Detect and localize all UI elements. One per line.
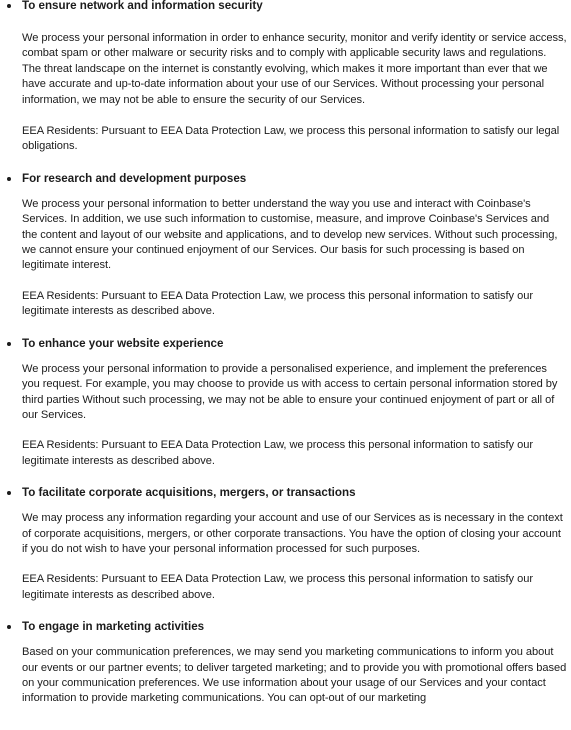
section-heading [0, 617, 571, 636]
policy-section [0, 0, 571, 155]
section-paragraph: Based on your communication preferences, we may send you marketing communications to inform you about our events or our partner events; to deliver targeted marketing; and to provide you with promotional offers based on your communication preferences. We use information about your usage of our Services and your contact information to provide marketing communications. You can opt-out of our marketing [22, 646, 567, 705]
section-paragraph: We may process any information regarding your account and use of our Services as is necessary in the context of corporate acquisitions, mergers, or other corporate transactions. You have the option of closing your account if you do not wish to have your personal information processed for such purposes. [22, 512, 563, 555]
bullet-icon [7, 491, 11, 495]
section-paragraph: EEA Residents: Pursuant to EEA Data Protection Law, we process this personal information to satisfy our legal obligations. [22, 125, 560, 153]
section-heading [0, 169, 571, 188]
section-heading-text: For research and development purposes [22, 171, 247, 185]
section-heading-text: To ensure network and information security [22, 0, 263, 12]
section-heading [0, 0, 571, 15]
section-heading-text: To facilitate corporate acquisitions, mergers, or transactions [22, 486, 356, 500]
section-heading-text: To enhance your website experience [22, 336, 224, 350]
section-paragraph: EEA Residents: Pursuant to EEA Data Protection Law, we process this personal information to satisfy our legitimate interests as described above. [22, 573, 533, 601]
section-heading [0, 334, 571, 353]
section-paragraph: EEA Residents: Pursuant to EEA Data Protection Law, we process this personal information to satisfy our legitimate interests as described above. [22, 439, 533, 467]
policy-section [0, 483, 571, 603]
policy-section [0, 617, 571, 707]
section-paragraph: EEA Residents: Pursuant to EEA Data Protection Law, we process this personal information to satisfy our legitimate interests as described above. [22, 289, 533, 318]
policy-section [0, 169, 571, 320]
bullet-icon [7, 625, 11, 629]
bullet-icon [7, 4, 11, 8]
section-paragraph: We process your personal information to provide a personalised experience, and implement the preferences you request. For example, you may choose to provide us with access to certain personal information stored by third parties Without such processing, we may not be able to ensure your continued enjoyment of part or all of our Services. [22, 362, 558, 421]
section-paragraph: We process your personal information to better understand the way you use and interact with Coinbase's Services. In addition, we use such information to customise, measure, and improve Coinbase's Services and the content and layout of our website and applications, and to develop new services. Without such processing, we cannot ensure your continued enjoyment of our Services. Our basis for such processing is based on legitimate interest. [22, 197, 558, 272]
section-heading [0, 483, 571, 502]
bullet-icon [7, 342, 11, 346]
section-paragraph: We process your personal information in order to enhance security, monitor and verify identity or service access, combat spam or other malware or security risks and to comply with applicable security laws and regulations. The threat landscape on the internet is constantly evolving, which makes it more important than ever that we have accurate and up-to-date information about your use of our Services. Without processing your personal information, we may not be able to ensure the security of our Services. [22, 32, 567, 106]
section-heading-text: To engage in marketing activities [22, 620, 205, 634]
bullet-icon [7, 177, 11, 181]
policy-section [0, 334, 571, 469]
